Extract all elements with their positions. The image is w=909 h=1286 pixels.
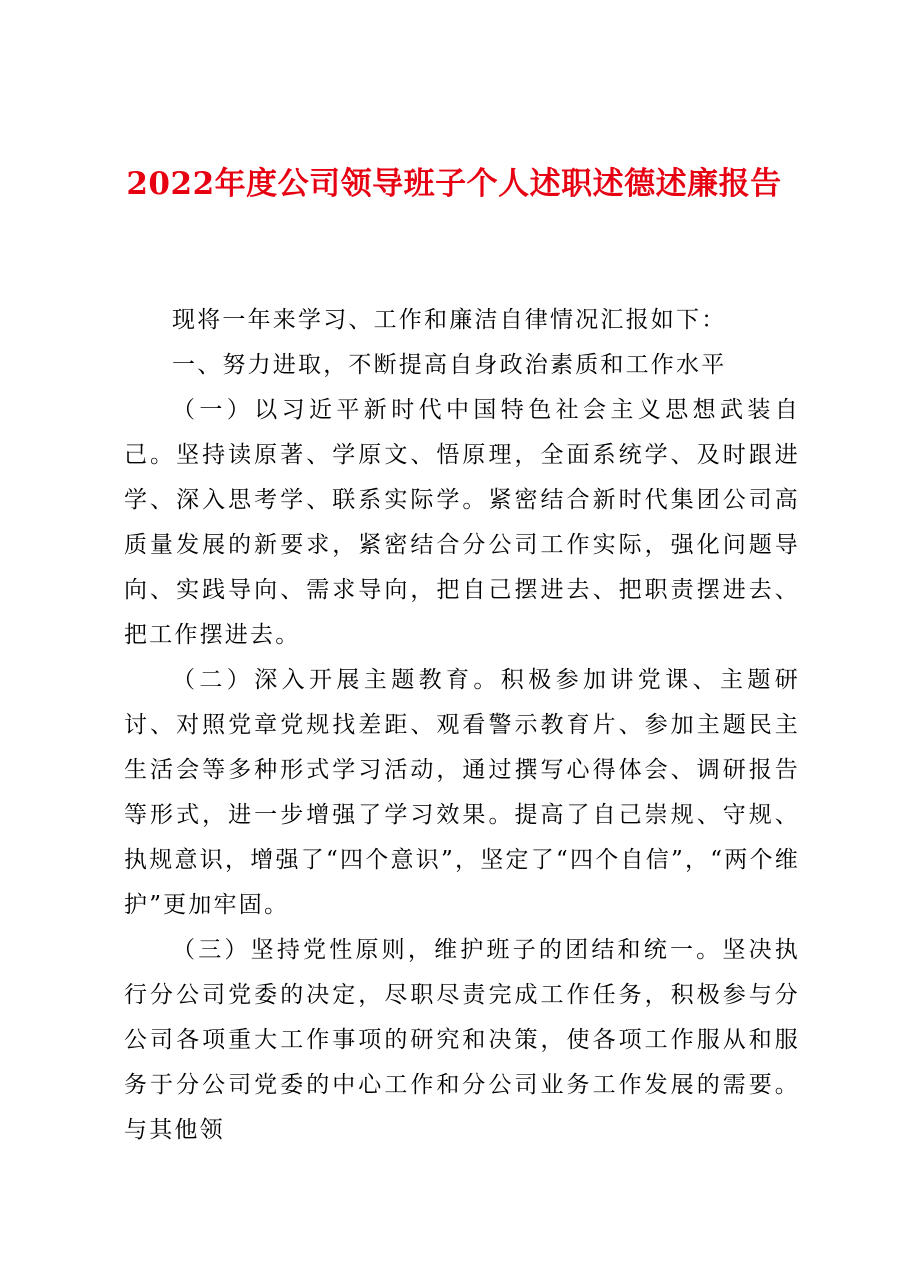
document-title: 2022年度公司领导班子个人述职述德述廉报告 [126, 166, 782, 202]
subsection-paragraph-3: （三）坚持党性原则，维护班子的团结和统一。坚决执行分公司党委的决定，尽职尽责完成工作任务，积极参与分公司各项重大工作事项的研究和决策，使各项工作服从和服务于分公司党委的中心工作和分公司业务工作发展的需要。与其他领 [124, 937, 800, 1143]
subsection-paragraph-2: （二）深入开展主题教育。积极参加讲党课、主题研讨、对照党章党规找差距、观看警示教育片、参加主题民主生活会等多种形式学习活动，通过撰写心得体会、调研报告等形式，进一步增强了学习效果。提高了自己崇规、守规、执规意识，增强了“四个意识”，坚定了“四个自信”，“两个维护”更加牢固。 [124, 667, 800, 918]
section-heading-1: 一、努力进取，不断提高自身政治素质和工作水平 [172, 352, 727, 378]
document-body [124, 298, 800, 1153]
subsection-paragraph-1: （一）以习近平新时代中国特色社会主义思想武装自己。坚持读原著、学原文、悟原理，全面系统学、及时跟进学、深入思考学、联系实际学。紧密结合新时代集团公司高质量发展的新要求，紧密结合分公司工作实际，强化问题导向、实践导向、需求导向，把自己摆进去、把职责摆进去、把工作摆进去。 [124, 397, 800, 648]
intro-paragraph: 现将一年来学习、工作和廉洁自律情况汇报如下： [172, 307, 727, 333]
